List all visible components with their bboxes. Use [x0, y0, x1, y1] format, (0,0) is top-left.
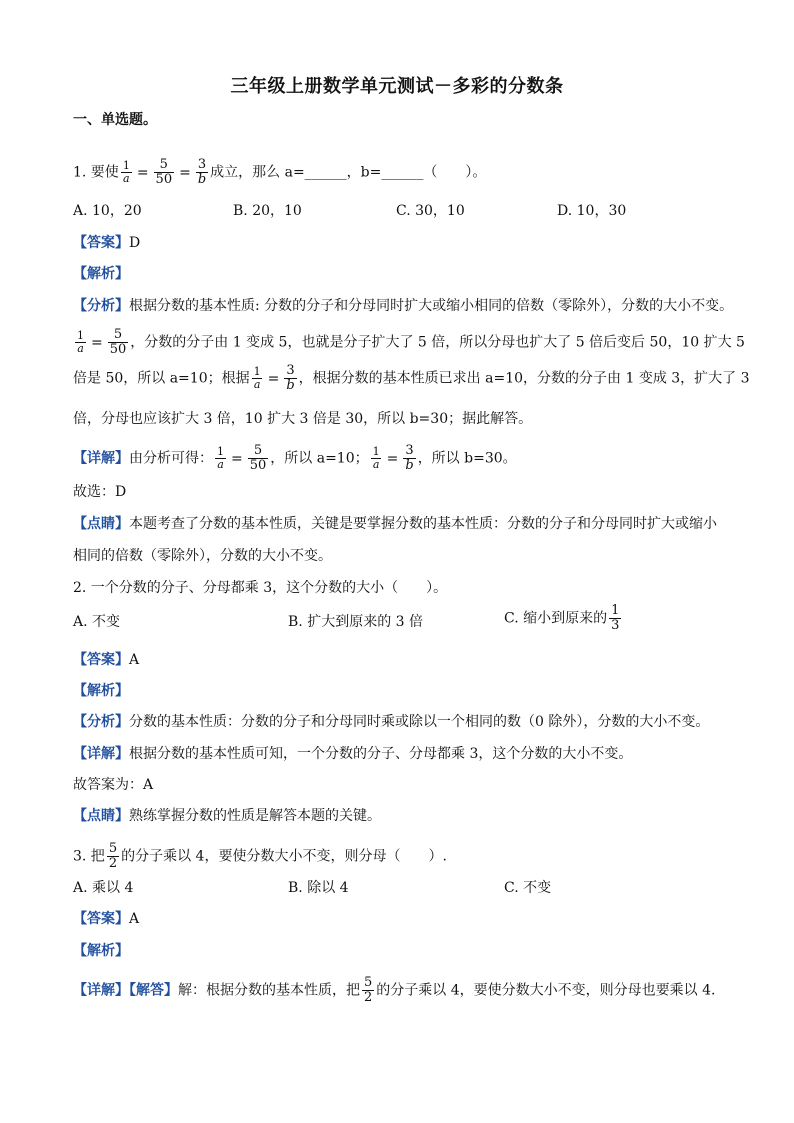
q1-dianjing-line2: 相同的倍数（零除外），分数的大小不变。: [73, 548, 332, 564]
q2-dianjing: 【点睛】熟练掌握分数的性质是解答本题的关键。: [73, 808, 381, 824]
q2-xiangjie: 【详解】根据分数的基本性质可知，一个分数的分子、分母都乘 3，这个分数的大小不变。: [73, 746, 633, 762]
q1-analysis-label: 【解析】: [73, 266, 129, 282]
fraction-1-a: $\frac{1}{a}$: [122, 159, 130, 185]
q3-analysis-label: 【解析】: [73, 943, 129, 959]
fraction-3-b: $\frac{3}{b}$: [197, 157, 207, 187]
q2-fenxi: 【分析】分数的基本性质：分数的分子和分母同时乘或除以一个相同的数（0 除外），分数的大小不变。: [73, 714, 710, 730]
q1-fenxi-line2: $\frac{1}{a}$ = $\frac{5}{50}$ ，分数的分子由 1 变成 5，也就是分子扩大了 5 倍，所以分母也扩大了 5 倍后变后 50，10 扩大 5: [77, 327, 745, 357]
q1-option-d: D. 10，30: [557, 203, 627, 219]
fraction-5-50: $\frac{5}{50}$: [155, 157, 173, 187]
q2-guda: 故答案为：A: [73, 777, 154, 793]
q1-fenxi-line3: 倍是 50，所以 a=10；根据 $\frac{1}{a}$ = $\frac{3}{b}$ ，根据分数的基本性质已求出 a=10，分数的分子由 1 变成 3，扩大了 3: [73, 363, 750, 393]
q3-option-c: C. 不变: [504, 880, 552, 896]
q1-answer: 【答案】D: [73, 235, 141, 251]
q1-guxuan: 故选：D: [73, 484, 127, 500]
q3-xiangjie: 【详解】【解答】解：根据分数的基本性质，把 $\frac{5}{2}$ 的分子乘以 4，要使分数大小不变，则分母也要乘以 4.: [73, 975, 716, 1005]
q1-option-a: A. 10，20: [73, 203, 142, 219]
q2-option-b: B. 扩大到原来的 3 倍: [288, 614, 423, 630]
q3-option-b: B. 除以 4: [288, 880, 349, 896]
q2-option-c: C. 缩小到原来的 $\frac{1}{3}$: [504, 603, 620, 633]
q1-xiangjie: 【详解】由分析可得： $\frac{1}{a}$ = $\frac{5}{50}$ ，所以 a=10； $\frac{1}{a}$ = $\frac{3}{b}$ ，所以 b=30。: [73, 443, 517, 473]
q1-dianjing: 【点睛】本题考查了分数的基本性质，关键是要掌握分数的基本性质：分数的分子和分母同时扩大或缩小: [73, 516, 717, 532]
page-title: 三年级上册数学单元测试－多彩的分数条: [230, 76, 564, 97]
section-heading: 一、单选题。: [73, 112, 157, 128]
q2-option-a: A. 不变: [73, 614, 121, 630]
q1-fenxi-line4: 倍，分母也应该扩大 3 倍，10 扩大 3 倍是 30，所以 b=30；据此解答。: [73, 411, 533, 427]
q2-answer: 【答案】A: [73, 652, 140, 668]
q3-option-a: A. 乘以 4: [73, 880, 134, 896]
question-1-stem: 1. 要使 $\frac{1}{a}$ = $\frac{5}{50}$ = $\frac{3}{b}$ 成立，那么 a=______，b=______（ ）。: [73, 157, 487, 187]
q1-option-c: C. 30，10: [396, 203, 465, 219]
q1-option-b: B. 20，10: [233, 203, 302, 219]
q3-answer: 【答案】A: [73, 911, 140, 927]
q1-fenxi: 【分析】根据分数的基本性质: 分数的分子和分母同时扩大或缩小相同的倍数（零除外），分数的大小不变。: [73, 298, 734, 314]
question-2-stem: 2. 一个分数的分子、分母都乘 3，这个分数的大小（ ）。: [73, 580, 448, 596]
question-3-stem: 3. 把 $\frac{5}{2}$ 的分子乘以 4，要使分数大小不变，则分母（ ）.: [73, 841, 447, 871]
q2-analysis-label: 【解析】: [73, 683, 129, 699]
